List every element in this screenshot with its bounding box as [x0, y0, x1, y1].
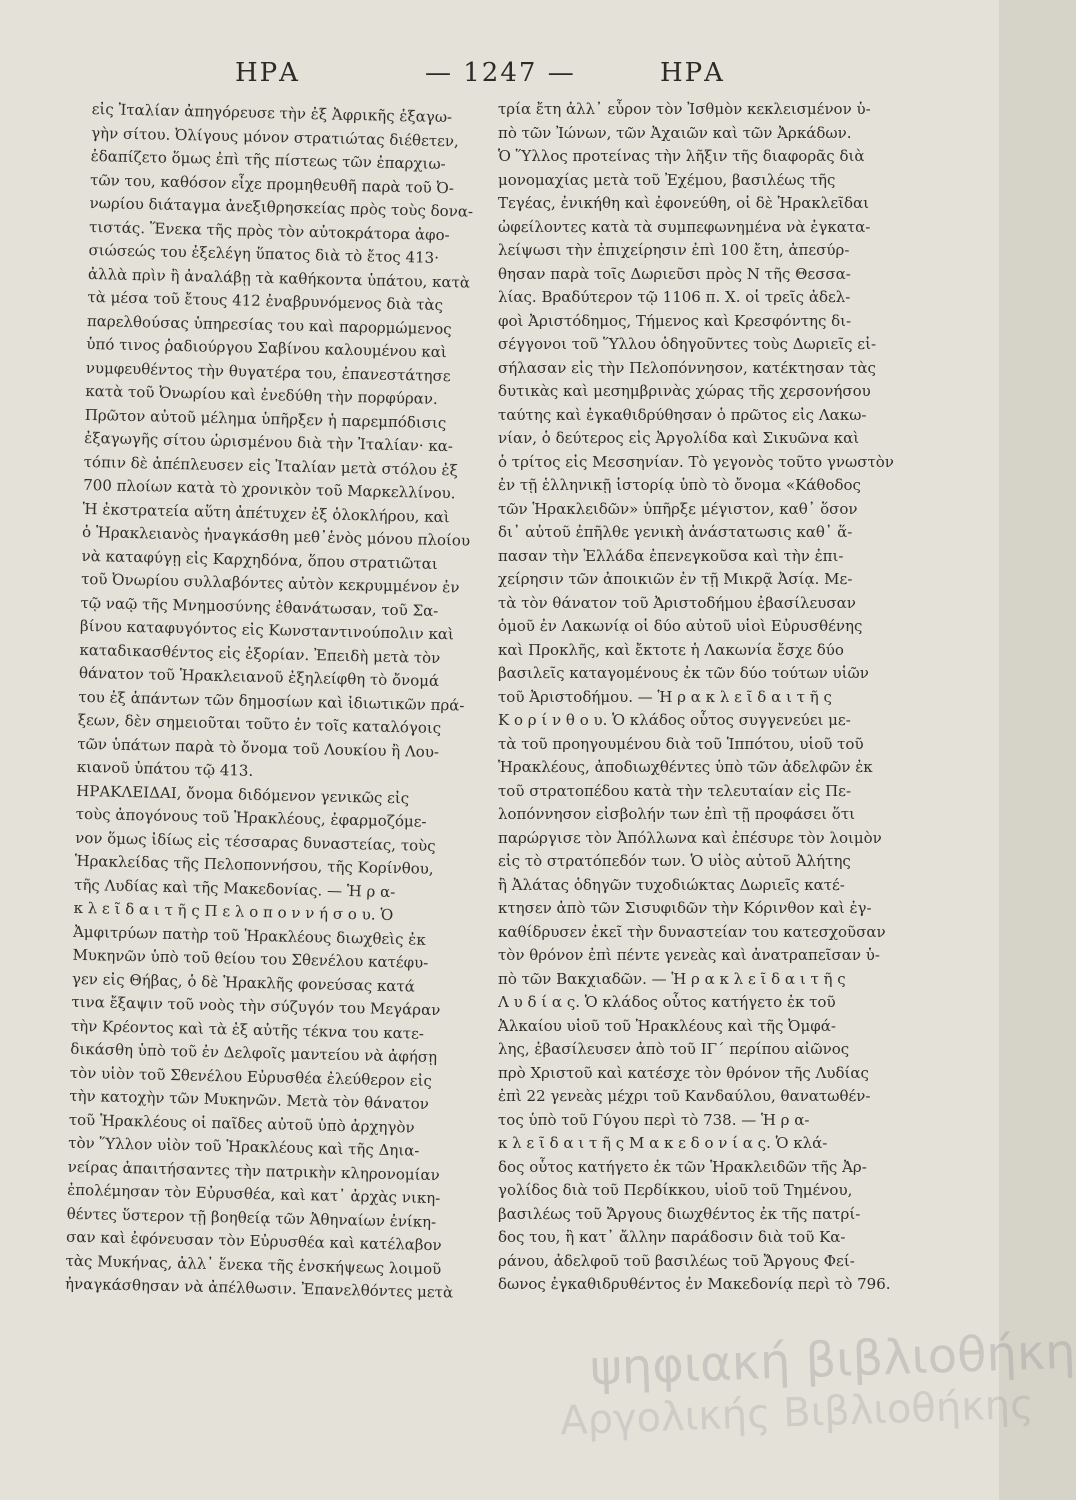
text-line: κατὰ τοῦ Ὀνωρίου καὶ ἐνεδύθη τὴν πορφύραν. [85, 381, 439, 408]
text-line: ἐπολέμησαν τὸν Εὐρυσθέα, καὶ κατ᾽ ἀρχὰς νικη- [67, 1180, 441, 1208]
text-line: βίνου καταφυγόντος εἰς Κωνσταντινούπολιν καὶ [79, 616, 455, 644]
right-column [498, 98, 894, 1297]
text-line: Λ υ δ ί α ς. Ὁ κλάδος οὗτος κατήγετο ἐκ τοῦ [498, 993, 836, 1011]
text-line: νίαν, ὁ δεύτερος εἰς Ἀργολίδα καὶ Σικυῶνα καὶ [498, 429, 860, 447]
text-line: δυτικὰς καὶ μεσημβρινὰς χώρας τῆς χερσονήσου [498, 382, 871, 400]
text-line: λείψωσι τὴν ἐπιχείρησιν ἐπὶ 100 ἔτη, ἀπεσύρ- [498, 241, 850, 259]
text-line: δικάσθη ὑπὸ τοῦ ἐν Δελφοῖς μαντείου νὰ ἀφήσῃ [70, 1039, 438, 1067]
text-line: πασαν τὴν Ἑλλάδα ἐπενεγκοῦσα καὶ τὴν ἐπι- [498, 546, 844, 565]
text-line: τοῦ Ἡρακλέους οἱ παῖδες αὐτοῦ ὑπὸ ἀρχηγὸν [68, 1110, 415, 1137]
text-line: χείρησιν τῶν ἀποικιῶν ἐν τῇ Μικρᾷ Ἀσίᾳ. Με- [498, 570, 853, 588]
text-line: τὰ τὸν θάνατον τοῦ Ἀριστοδήμου ἐβασίλευσαν [498, 593, 856, 612]
text-line: κ λ ε ῖ δ α ι τ ῆ ς Π ε λ ο π ο ν ν ή σ ο υ. Ὁ [73, 898, 394, 925]
text-line: καθίδρυσεν ἐκεῖ τὴν δυναστείαν του κατεσχοῦσαν [498, 922, 886, 941]
text-line: κιανοῦ ὑπάτου τῷ 413. [76, 757, 254, 780]
text-line: τῶν ὑπάτων παρὰ τὸ ὄνομα τοῦ Λουκίου ἢ Λου- [77, 734, 440, 761]
watermark-secondary: Αργολικής Βιβλιοθήκης [559, 1381, 1035, 1445]
page-number: — 1247 — [425, 58, 576, 88]
text-line: Τεγέας, ἐνικήθη καὶ ἐφονεύθη, οἱ δὲ Ἡρακλεῖδαι [498, 194, 870, 212]
text-line: τῶν Ἡρακλειδῶν» ὑπῆρξε μέγιστον, καθ᾽ ὅσον [498, 499, 858, 518]
text-line: τὰς Μυκήνας, ἀλλ᾽ ἕνεκα τῆς ἐνσκήψεως λοιμοῦ [65, 1251, 442, 1278]
text-line: ὁ Ἡρακλειανὸς ἠναγκάσθη μεθ᾽ἑνὸς μόνου πλοίου [81, 522, 471, 550]
text-line: τοῦ Ἀριστοδήμου. — Ἡ ρ α κ λ ε ῖ δ α ι τ ῆ ς [498, 687, 832, 706]
text-line: Ἡρακλέους, ἀποδιωχθέντες ὑπὸ τῶν ἀδελφῶν ἐκ [498, 758, 873, 776]
text-line: καταδικασθέντος εἰς ἐξορίαν. Ἐπειδὴ μετὰ τὸν [79, 640, 441, 667]
text-line: εἰς τὸ στρατόπεδόν των. Ὁ υἱὸς αὐτοῦ Ἀλήτης [498, 852, 851, 870]
text-line: Ἀμφιτρύων πατὴρ τοῦ Ἡρακλέους διωχθεὶς ἐκ [72, 922, 426, 949]
text-line: δος του, ἢ κατ᾽ ἄλλην παράδοσιν διὰ τοῦ Κα- [498, 1228, 846, 1246]
watermark: ψηφιακή βιβλιοθήκη [589, 1323, 1076, 1397]
text-line: ἠναγκάσθησαν νὰ ἀπέλθωσιν. Ἐπανελθόντες μετὰ [64, 1274, 454, 1302]
text-line: ράνου, ἀδελφοῦ τοῦ βασιλέως τοῦ Ἄργους Φεί- [498, 1251, 855, 1270]
text-line: Μυκηνῶν ὑπὸ τοῦ θείου του Σθενέλου κατέφυ- [72, 945, 429, 972]
text-line: νον ὅμως ἰδίως εἰς τέσσαρας δυναστείας, τοὺς [75, 828, 436, 855]
text-line: ὁμοῦ ἐν Λακωνίᾳ οἱ δύο αὐτοῦ υἱοὶ Εὐρυσθένης [498, 617, 863, 635]
text-line: κ λ ε ῖ δ α ι τ ῆ ς Μ α κ ε δ ο ν ί α ς. Ὁ κλά- [498, 1134, 828, 1152]
text-line: κτησεν ἀπὸ τῶν Σισυφιδῶν τὴν Κόρινθον καὶ ἐγ- [498, 899, 872, 917]
left-column [64, 98, 474, 1305]
text-line: Ἀλκαίου υἱοῦ τοῦ Ἡρακλέους καὶ τῆς Ὀμφά- [498, 1016, 836, 1035]
text-line: νυμφευθέντος τὴν θυγατέρα του, ἐπανεστάτησε [85, 358, 451, 385]
text-line: ἐπὶ 22 γενεὰς μέχρι τοῦ Κανδαύλου, θανατωθέν- [498, 1087, 871, 1105]
text-line: τος ὑπὸ τοῦ Γύγου περὶ τὸ 738. — Ἡ ρ α- [498, 1110, 810, 1129]
text-line: τὸν Ὕλλον υἱὸν τοῦ Ἡρακλέους καὶ τῆς Δηια- [68, 1133, 420, 1160]
text-line: παρελθούσας ὑπηρεσίας του καὶ παρορμώμενος [86, 311, 452, 338]
text-line: 700 πλοίων κατὰ τὸ χρονικὸν τοῦ Μαρκελλίνου. [83, 475, 456, 503]
text-line: καὶ Προκλῆς, καὶ ἔκτοτε ἡ Λακωνία ἔσχε δύο [498, 640, 844, 659]
text-line: Ὁ Ὕλλος προτείνας τὴν λῆξιν τῆς διαφορᾶς διὰ [498, 147, 865, 165]
text-line: Κ ο ρ ί ν θ ο υ. Ὁ κλάδος οὗτος συγγενεύει με- [498, 711, 851, 729]
text-line: Ἡρακλείδας τῆς Πελοποννήσου, τῆς Κορίνθου, [74, 851, 434, 878]
text-line: θάνατον τοῦ Ἡρακλειανοῦ ἐξηλείφθη τὸ ὄνομά [78, 663, 440, 691]
text-line: τρία ἔτη ἀλλ᾽ εὗρον τὸν Ἰσθμὸν κεκλεισμένον ὑ- [498, 100, 871, 118]
text-line: τὰ μέσα τοῦ ἔτους 412 ἐναβρυνόμενος διὰ τὰς [87, 287, 444, 315]
text-line: σέγγονοι τοῦ Ὕλλου ὁδηγοῦντες τοὺς Δωριεῖς εἰ- [498, 335, 877, 353]
text-line: τόπιν δὲ ἀπέπλευσεν εἰς Ἰταλίαν μετὰ στόλου ἐξ [83, 452, 459, 479]
text-line: τοῦ στρατοπέδου κατὰ τὴν τελευταίαν εἰς Πε- [498, 781, 852, 800]
text-line: ὑπό τινος ῥαδιούργου Σαβίνου καλουμένου καὶ [86, 334, 447, 362]
text-line: ταύτης καὶ ἐγκαθιδρύθησαν ὁ πρῶτος εἰς Λακω- [498, 405, 867, 424]
text-line: τὸν θρόνον ἐπὶ πέντε γενεὰς καὶ ἀνατραπεῖσαν ὑ- [498, 946, 880, 964]
text-line: τοὺς ἀπογόνους τοῦ Ἡρακλέους, ἐφαρμοζόμε- [75, 804, 427, 831]
text-line: τὸν υἱὸν τοῦ Σθενέλου Εὐρυσθέα ἐλεύθερον εἰς [69, 1063, 433, 1090]
text-line: εἰς Ἰταλίαν ἀπηγόρευσε τὴν ἐξ Ἀφρικῆς ἐξαγω- [91, 99, 453, 127]
text-line: πὸ τῶν Βακχιαδῶν. — Ἡ ρ α κ λ ε ῖ δ α ι τ ῆ ς [498, 969, 846, 988]
text-line: νὰ καταφύγῃ εἰς Καρχηδόνα, ὅπου στρατιῶται [81, 546, 438, 573]
text-line: γὴν σίτου. Ὀλίγους μόνον στρατιώτας διέθετεν, [91, 123, 459, 150]
text-line: φοὶ Ἀριστόδημος, Τήμενος καὶ Κρεσφόντης δι- [498, 311, 852, 330]
text-line: θησαν παρὰ τοῖς Δωριεῦσι πρὸς Ν τῆς Θεσσα- [498, 264, 851, 283]
running-header [0, 58, 999, 98]
text-line: πρὸ Χριστοῦ καὶ κατέσχε τὸν θρόνον τῆς Λυδίας [498, 1063, 869, 1082]
text-line: του ἐξ ἁπάντων τῶν δημοσίων καὶ ἰδιωτικῶν πρά- [78, 687, 465, 715]
text-line: νείρας ἀπαιτήσαντες τὴν πατρικὴν κληρονομίαν [67, 1157, 440, 1184]
text-line: ὁ τρίτος εἰς Μεσσηνίαν. Τὸ γεγονὸς τοῦτο γνωστὸν [498, 452, 894, 471]
text-line: ἐδαπίζετο ὅμως ἐπὶ τῆς πίστεως τῶν ἐπαρχιω- [90, 146, 446, 174]
text-line: ἢ Ἀλάτας ὁδηγῶν τυχοδιώκτας Δωριεῖς κατέ- [498, 875, 845, 894]
text-line: ἐν τῇ ἑλληνικῇ ἱστορίᾳ ὑπὸ τὸ ὄνομα «Κάθοδος [498, 476, 861, 494]
text-line: ξεων, δὲν σημειοῦται τοῦτο ἐν τοῖς καταλόγοις [77, 710, 442, 738]
text-line: ἀλλὰ πρὶν ἢ ἀναλάβῃ τὰ καθήκοντα ὑπάτου, κατὰ [87, 264, 471, 292]
text-line: Πρῶτον αὐτοῦ μέλημα ὑπῆρξεν ἡ παρεμπόδισις [84, 405, 447, 432]
text-line: τὴν κατοχὴν τῶν Μυκηνῶν. Μετὰ τὸν θάνατον [69, 1086, 430, 1113]
text-line: σήλασαν εἰς τὴν Πελοπόννησον, κατέκτησαν τὰς [498, 358, 876, 377]
header-left: ΗΡΑ [235, 58, 300, 88]
text-line: βασιλέως τοῦ Ἄργους διωχθέντος ἐκ τῆς πατρί- [498, 1204, 861, 1223]
text-line: σαν καὶ ἐφόνευσαν τὸν Εὐρυσθέα καὶ κατέλαβον [65, 1227, 442, 1255]
text-line: τιστάς. Ἕνεκα τῆς πρὸς τὸν αὐτοκράτορα ἀφο- [88, 217, 450, 244]
text-line: Ἡ ἐκστρατεία αὕτη ἀπέτυχεν ἐξ ὁλοκλήρου, καὶ [82, 499, 450, 526]
text-line: πὸ τῶν Ἰώνων, τῶν Ἀχαιῶν καὶ τῶν Ἀρκάδων. [498, 123, 852, 142]
text-line: τοῦ Ὀνωρίου συλλαβόντες αὐτὸν κεκρυμμένον ἐν [80, 569, 460, 597]
text-line: τὴν Κρέοντος καὶ τὰ ἐξ αὐτῆς τέκνα του κατε- [70, 1016, 425, 1043]
text-line: ὠφείλοντες κατὰ τὰ συμπεφωνημένα νὰ ἐγκατα- [498, 217, 871, 236]
text-line: τινα ἔξαψιν τοῦ νοὸς τὴν σύζυγόν του Μεγάραν [71, 992, 441, 1020]
text-line: βασιλεῖς καταγομένους ἐκ τῶν δύο τούτων υἱῶν [498, 664, 869, 682]
text-line: σιώσεώς του ἐξελέγη ὕπατος διὰ τὸ ἔτος 413· [88, 240, 440, 267]
text-line: τῶν του, καθόσον εἶχε προμηθευθῆ παρὰ τοῦ Ὀ- [89, 170, 455, 197]
text-line: δωνος ἐγκαθιδρυθέντος ἐν Μακεδονίᾳ περὶ τὸ 796. [498, 1275, 891, 1293]
text-line: μονομαχίας μετὰ τοῦ Ἐχέμου, βασιλέως τῆς [498, 170, 836, 189]
text-line: λοπόννησον εἰσβολήν των ἐπὶ τῇ προφάσει ὅτι [498, 805, 856, 823]
text-line: δι᾽ αὐτοῦ ἐπῆλθε γενικὴ ἀνάστατωσις καθ᾽ ἅ- [498, 523, 853, 541]
text-line: ΗΡΑΚΛΕΙΔΑΙ, ὄνομα διδόμενον γενικῶς εἰς [76, 781, 410, 807]
text-line: λίας. Βραδύτερον τῷ 1106 π. Χ. οἱ τρεῖς ἀδελ- [498, 288, 851, 306]
text-line: γολίδος διὰ τοῦ Περδίκκου, υἱοῦ τοῦ Τημένου, [498, 1181, 853, 1199]
text-line: τῆς Λυδίας καὶ τῆς Μακεδονίας. — Ἡ ρ α- [73, 875, 396, 901]
header-right: ΗΡΑ [660, 58, 725, 88]
text-line: λης, ἐβασίλευσεν ἀπὸ τοῦ ΙΓ´ περίπου αἰῶνος [498, 1040, 850, 1058]
text-line: παρώργισε τὸν Ἀπόλλωνα καὶ ἐπέσυρε τὸν λοιμὸν [498, 828, 882, 847]
text-line: τῷ ναῷ τῆς Μνημοσύνης ἐθανάτωσαν, τοῦ Σα- [80, 593, 439, 620]
text-line: δος οὗτος κατήγετο ἐκ τῶν Ἡρακλειδῶν τῆς Ἀρ- [498, 1157, 867, 1176]
text-line: γεν εἰς Θήβας, ὁ δὲ Ἡρακλῆς φονεύσας κατά [71, 969, 416, 996]
text-line: θέντες ὕστερον τῇ βοηθείᾳ τῶν Ἀθηναίων ἐνίκη- [66, 1204, 437, 1231]
text-line: ἐξαγωγῆς σίτου ὡρισμένου διὰ τὴν Ἰταλίαν· κα- [84, 428, 454, 456]
text-line: νωρίου διάταγμα ἀνεξιθρησκείας πρὸς τοὺς δονα- [89, 193, 474, 221]
text-line: τὰ τοῦ προηγουμένου διὰ τοῦ Ἱππότου, υἱοῦ τοῦ [498, 734, 864, 753]
